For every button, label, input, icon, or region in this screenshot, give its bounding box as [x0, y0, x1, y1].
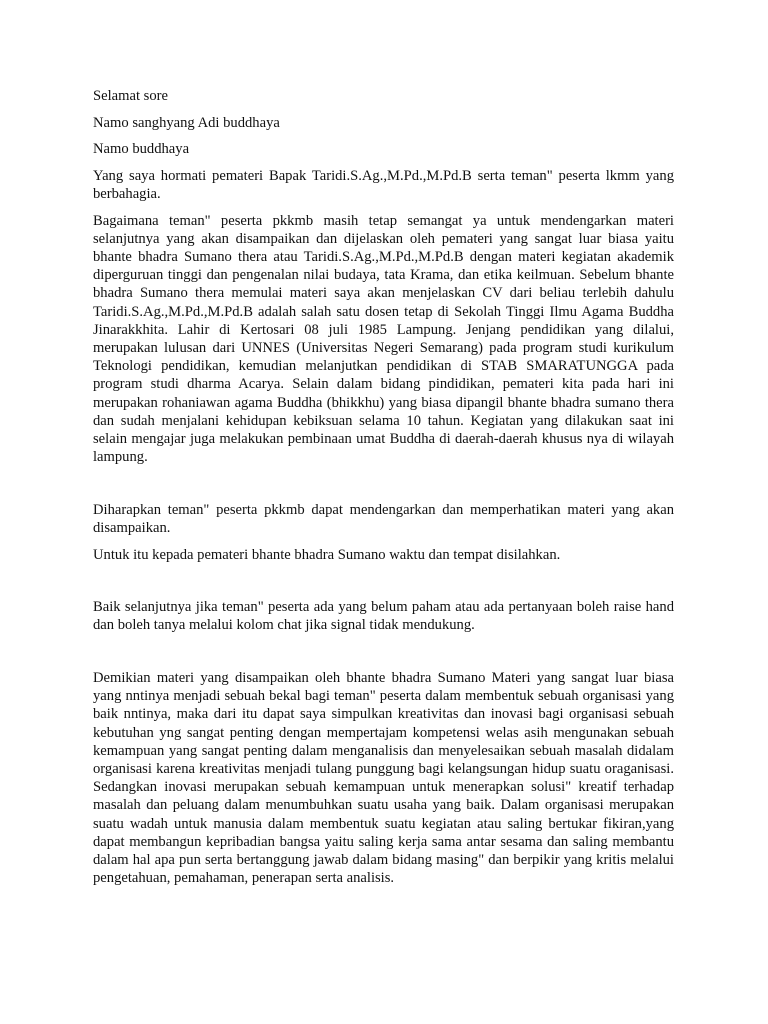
greeting-text: Selamat sore: [93, 88, 168, 104]
document-body: [93, 87, 674, 896]
intro-paragraph: Bagaimana teman" peserta pkkmb masih tetap semangat ya untuk mendengarkan materi selanjutnya yang akan disampaikan dan dijelaskan oleh pemateri yang sangat luar biasa yaitu bhante bhadra Sumano thera atau Taridi.S.Ag.,M.Pd.,M.Pd.B dengan materi kegiatan akademik diperguruan tinggi dan pengenalan nilai budaya, tata Krama, dan etika keilmuan. Sebelum bhante bhadra Sumano thera memulai materi saya akan menjelaskan CV dari beliau terlebih dahulu Taridi.S.Ag.,M.Pd.,M.Pd.B adalah salah satu dosen tetap di Sekolah Tinggi Ilmu Agama Buddha Jinarakkhita. Lahir di Kertosari 08 juli 1985 Lampung. Jenjang pendidikan yang dilalui, merupakan lulusan dari UNNES (Universitas Negeri Semarang) pada program studi kurikulum Teknologi pendidikan, kemudian melanjutkan pendidikan di STAB SMARATUNGGA pada program studi dharma Acarya. Selain dalam bidang pindidikan, pemateri kita pada hari ini merupakan rohaniawan agama Buddha (bhikkhu) yang biasa dipangil bhante bhadra sumano thera dan sudah menjalani kehidupan kebiksuan selama 10 tahun. Kegiatan yang dilakukan saat ini selain mengajar juga melakukan pembinaan umat Buddha di daerah-daerah khusus nya di wilayah lampung.: [93, 212, 674, 466]
invitation-paragraph: Untuk itu kepada pemateri bhante bhadra Sumano waktu dan tempat disilahkan.: [93, 546, 561, 563]
conclusion-paragraph: Demikian materi yang disampaikan oleh bhante bhadra Sumano Materi yang sangat luar biasa yang nntinya menjadi sebuah bekal bagi teman" peserta dalam membentuk sebuah organisasi yang baik nntinya, maka dari itu dapat saya simpulkan kreativitas dan inovasi bagi organisasi sebuah kebutuhan yng sangat penting dengan mempertajam kompetensi welas asih mengunakan sebuah kemampuan yang sangat penting dalam menganalisis dan menyelesaikan sebuah masalah didalam organisasi karena kreativitas menjadi tulang punggung bagi kelangsungan hidup suatu oraganisasi. Sedangkan inovasi merupakan sebuah kemampuan untuk menerapkan solusi" kreatif terhadap masalah dan peluang dalam menumbuhkan suatu usaha yang baik. Dalam organisasi merupakan suatu wadah untuk manusia dalam membentuk suatu kegiatan atau saling bertukar fikiran,yang dapat membangun kepribadian bangsa yaitu saling kerja sama antar sesama dan saling membantu dalam hal apa pun serta bertanggung jawab dalam bidang masing" dan berpikir yang kritis melalui pengetahuan, pemahaman, penerapan serta analisis.: [93, 670, 674, 887]
salutation-text: Namo sanghyang Adi buddhaya: [93, 114, 280, 131]
respect-paragraph: Yang saya hormati pemateri Bapak Taridi.S.Ag.,M.Pd.,M.Pd.B serta teman" peserta lkmm yang berbahagia.: [93, 167, 674, 202]
paragraph-spacer: [93, 643, 674, 669]
questions-paragraph: Baik selanjutnya jika teman" peserta ada yang belum paham atau ada pertanyaan boleh raise hand dan boleh tanya melalui kolom chat jika signal tidak mendukung.: [93, 599, 674, 634]
expectation-paragraph: Diharapkan teman" peserta pkkmb dapat mendengarkan dan memperhatikan materi yang akan disampaikan.: [93, 501, 674, 537]
paragraph-spacer: [93, 572, 674, 598]
paragraph-spacer: [93, 475, 674, 501]
salutation-text: Namo buddhaya: [93, 141, 190, 158]
